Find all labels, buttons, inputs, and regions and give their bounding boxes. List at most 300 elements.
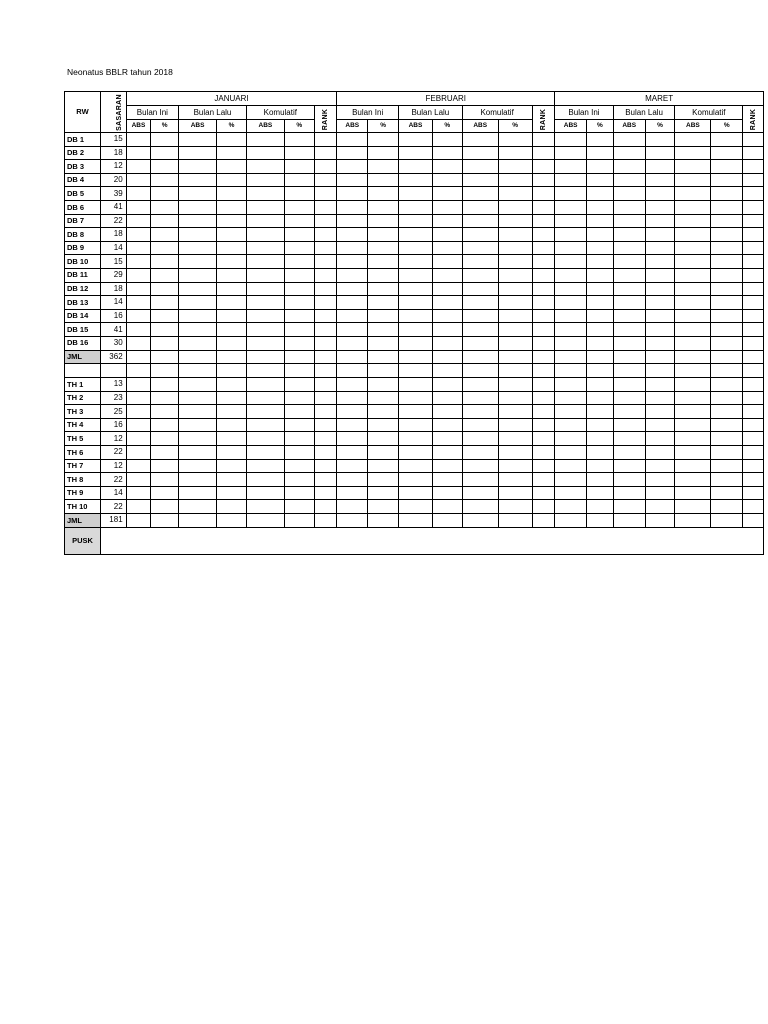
data-cell[interactable] <box>675 473 711 487</box>
data-cell[interactable] <box>613 432 645 446</box>
data-cell[interactable] <box>675 296 711 310</box>
data-cell[interactable] <box>432 187 462 201</box>
data-cell[interactable] <box>284 486 314 500</box>
data-cell[interactable] <box>498 214 532 228</box>
data-cell[interactable] <box>432 146 462 160</box>
data-cell[interactable] <box>743 296 764 310</box>
data-cell[interactable] <box>613 336 645 350</box>
sasaran-cell[interactable]: 39 <box>100 187 126 201</box>
rw-cell[interactable]: TH 5 <box>65 432 101 446</box>
data-cell[interactable] <box>179 473 217 487</box>
rw-cell[interactable]: TH 10 <box>65 500 101 514</box>
data-cell[interactable] <box>555 200 587 214</box>
data-cell[interactable] <box>179 500 217 514</box>
data-cell[interactable] <box>743 133 764 147</box>
sasaran-cell[interactable]: 14 <box>100 296 126 310</box>
data-cell[interactable] <box>399 473 433 487</box>
data-cell[interactable] <box>399 405 433 419</box>
data-cell[interactable] <box>675 336 711 350</box>
data-cell[interactable] <box>743 459 764 473</box>
data-cell[interactable] <box>126 336 151 350</box>
data-cell[interactable] <box>587 473 614 487</box>
data-cell[interactable] <box>284 282 314 296</box>
sasaran-cell[interactable]: 20 <box>100 173 126 187</box>
data-cell[interactable] <box>743 486 764 500</box>
data-cell[interactable] <box>217 446 247 460</box>
data-cell[interactable] <box>284 514 314 528</box>
data-cell[interactable] <box>284 432 314 446</box>
data-cell[interactable] <box>314 268 337 282</box>
data-cell[interactable] <box>399 418 433 432</box>
data-cell[interactable] <box>179 432 217 446</box>
data-cell[interactable] <box>432 514 462 528</box>
data-cell[interactable] <box>711 200 743 214</box>
data-cell[interactable] <box>498 418 532 432</box>
data-cell[interactable] <box>399 146 433 160</box>
data-cell[interactable] <box>613 514 645 528</box>
data-cell[interactable] <box>284 336 314 350</box>
data-cell[interactable] <box>151 446 179 460</box>
data-cell[interactable] <box>368 296 399 310</box>
data-cell[interactable] <box>399 323 433 337</box>
data-cell[interactable] <box>179 296 217 310</box>
data-cell[interactable] <box>675 459 711 473</box>
data-cell[interactable] <box>645 228 675 242</box>
data-cell[interactable] <box>462 418 498 432</box>
empty-cell[interactable] <box>100 364 126 378</box>
data-cell[interactable] <box>368 378 399 392</box>
data-cell[interactable] <box>151 255 179 269</box>
data-cell[interactable] <box>498 241 532 255</box>
data-cell[interactable] <box>587 432 614 446</box>
data-cell[interactable] <box>645 296 675 310</box>
data-cell[interactable] <box>711 228 743 242</box>
data-cell[interactable] <box>613 323 645 337</box>
data-cell[interactable] <box>337 405 368 419</box>
data-cell[interactable] <box>555 500 587 514</box>
data-cell[interactable] <box>462 268 498 282</box>
sasaran-cell[interactable]: 25 <box>100 405 126 419</box>
data-cell[interactable] <box>498 282 532 296</box>
data-cell[interactable] <box>217 255 247 269</box>
data-cell[interactable] <box>284 200 314 214</box>
data-cell[interactable] <box>743 378 764 392</box>
data-cell[interactable] <box>532 309 555 323</box>
data-cell[interactable] <box>399 309 433 323</box>
data-cell[interactable] <box>587 378 614 392</box>
data-cell[interactable] <box>368 133 399 147</box>
data-cell[interactable] <box>337 214 368 228</box>
data-cell[interactable] <box>151 146 179 160</box>
rw-cell[interactable]: DB 12 <box>65 282 101 296</box>
data-cell[interactable] <box>613 309 645 323</box>
data-cell[interactable] <box>179 446 217 460</box>
data-cell[interactable] <box>314 200 337 214</box>
data-cell[interactable] <box>532 486 555 500</box>
empty-cell[interactable] <box>368 364 399 378</box>
data-cell[interactable] <box>743 432 764 446</box>
data-cell[interactable] <box>217 187 247 201</box>
data-cell[interactable] <box>532 255 555 269</box>
data-cell[interactable] <box>462 214 498 228</box>
data-cell[interactable] <box>368 391 399 405</box>
pusk-label[interactable]: PUSK <box>65 527 101 554</box>
data-cell[interactable] <box>743 146 764 160</box>
data-cell[interactable] <box>743 268 764 282</box>
data-cell[interactable] <box>711 133 743 147</box>
empty-cell[interactable] <box>337 364 368 378</box>
data-cell[interactable] <box>675 486 711 500</box>
data-cell[interactable] <box>613 241 645 255</box>
data-cell[interactable] <box>368 255 399 269</box>
data-cell[interactable] <box>368 459 399 473</box>
data-cell[interactable] <box>532 160 555 174</box>
data-cell[interactable] <box>532 378 555 392</box>
data-cell[interactable] <box>462 473 498 487</box>
data-cell[interactable] <box>151 405 179 419</box>
data-cell[interactable] <box>217 214 247 228</box>
data-cell[interactable] <box>711 514 743 528</box>
data-cell[interactable] <box>711 255 743 269</box>
data-cell[interactable] <box>217 418 247 432</box>
data-cell[interactable] <box>314 500 337 514</box>
data-cell[interactable] <box>711 282 743 296</box>
data-cell[interactable] <box>217 309 247 323</box>
data-cell[interactable] <box>179 228 217 242</box>
data-cell[interactable] <box>217 486 247 500</box>
data-cell[interactable] <box>179 459 217 473</box>
data-cell[interactable] <box>711 146 743 160</box>
rw-cell[interactable]: TH 7 <box>65 459 101 473</box>
data-cell[interactable] <box>645 500 675 514</box>
data-cell[interactable] <box>284 255 314 269</box>
data-cell[interactable] <box>314 255 337 269</box>
data-cell[interactable] <box>399 432 433 446</box>
data-cell[interactable] <box>337 228 368 242</box>
data-cell[interactable] <box>462 187 498 201</box>
data-cell[interactable] <box>368 282 399 296</box>
data-cell[interactable] <box>314 173 337 187</box>
data-cell[interactable] <box>126 323 151 337</box>
rw-cell[interactable]: DB 13 <box>65 296 101 310</box>
data-cell[interactable] <box>498 473 532 487</box>
sasaran-cell[interactable]: 18 <box>100 146 126 160</box>
data-cell[interactable] <box>179 418 217 432</box>
data-cell[interactable] <box>314 378 337 392</box>
data-cell[interactable] <box>246 473 284 487</box>
sasaran-cell[interactable]: 29 <box>100 268 126 282</box>
data-cell[interactable] <box>314 446 337 460</box>
data-cell[interactable] <box>613 405 645 419</box>
data-cell[interactable] <box>432 255 462 269</box>
data-cell[interactable] <box>432 405 462 419</box>
data-cell[interactable] <box>743 160 764 174</box>
data-cell[interactable] <box>498 432 532 446</box>
data-cell[interactable] <box>587 500 614 514</box>
data-cell[interactable] <box>743 350 764 364</box>
sasaran-cell[interactable]: 22 <box>100 500 126 514</box>
sasaran-cell[interactable]: 22 <box>100 473 126 487</box>
data-cell[interactable] <box>314 350 337 364</box>
data-cell[interactable] <box>645 133 675 147</box>
empty-cell[interactable] <box>179 364 217 378</box>
data-cell[interactable] <box>432 432 462 446</box>
data-cell[interactable] <box>284 241 314 255</box>
data-cell[interactable] <box>532 418 555 432</box>
data-cell[interactable] <box>284 214 314 228</box>
data-cell[interactable] <box>368 146 399 160</box>
data-cell[interactable] <box>675 350 711 364</box>
data-cell[interactable] <box>179 160 217 174</box>
data-cell[interactable] <box>246 241 284 255</box>
data-cell[interactable] <box>151 432 179 446</box>
data-cell[interactable] <box>498 486 532 500</box>
data-cell[interactable] <box>217 200 247 214</box>
data-cell[interactable] <box>587 268 614 282</box>
data-cell[interactable] <box>613 296 645 310</box>
data-cell[interactable] <box>498 391 532 405</box>
data-cell[interactable] <box>675 133 711 147</box>
data-cell[interactable] <box>462 146 498 160</box>
data-cell[interactable] <box>675 432 711 446</box>
data-cell[interactable] <box>337 446 368 460</box>
data-cell[interactable] <box>217 459 247 473</box>
data-cell[interactable] <box>432 473 462 487</box>
data-cell[interactable] <box>555 268 587 282</box>
data-cell[interactable] <box>498 228 532 242</box>
data-cell[interactable] <box>587 486 614 500</box>
rw-cell[interactable]: DB 5 <box>65 187 101 201</box>
rw-cell[interactable]: DB 8 <box>65 228 101 242</box>
data-cell[interactable] <box>151 323 179 337</box>
data-cell[interactable] <box>711 241 743 255</box>
data-cell[interactable] <box>246 418 284 432</box>
data-cell[interactable] <box>645 459 675 473</box>
data-cell[interactable] <box>711 214 743 228</box>
data-cell[interactable] <box>179 133 217 147</box>
data-cell[interactable] <box>462 514 498 528</box>
data-cell[interactable] <box>743 187 764 201</box>
data-cell[interactable] <box>675 173 711 187</box>
data-cell[interactable] <box>432 173 462 187</box>
data-cell[interactable] <box>532 336 555 350</box>
data-cell[interactable] <box>126 473 151 487</box>
data-cell[interactable] <box>246 214 284 228</box>
data-cell[interactable] <box>246 133 284 147</box>
data-cell[interactable] <box>314 241 337 255</box>
data-cell[interactable] <box>151 514 179 528</box>
data-cell[interactable] <box>337 187 368 201</box>
data-cell[interactable] <box>613 391 645 405</box>
data-cell[interactable] <box>179 241 217 255</box>
data-cell[interactable] <box>613 228 645 242</box>
data-cell[interactable] <box>432 200 462 214</box>
data-cell[interactable] <box>217 514 247 528</box>
data-cell[interactable] <box>151 296 179 310</box>
data-cell[interactable] <box>645 200 675 214</box>
data-cell[interactable] <box>498 133 532 147</box>
data-cell[interactable] <box>675 268 711 282</box>
data-cell[interactable] <box>284 309 314 323</box>
rw-cell[interactable]: TH 4 <box>65 418 101 432</box>
data-cell[interactable] <box>368 473 399 487</box>
data-cell[interactable] <box>498 296 532 310</box>
empty-cell[interactable] <box>555 364 587 378</box>
data-cell[interactable] <box>645 268 675 282</box>
data-cell[interactable] <box>217 282 247 296</box>
rw-cell[interactable]: TH 6 <box>65 446 101 460</box>
data-cell[interactable] <box>711 459 743 473</box>
data-cell[interactable] <box>284 391 314 405</box>
data-cell[interactable] <box>337 418 368 432</box>
data-cell[interactable] <box>645 350 675 364</box>
data-cell[interactable] <box>532 173 555 187</box>
data-cell[interactable] <box>151 173 179 187</box>
data-cell[interactable] <box>179 268 217 282</box>
data-cell[interactable] <box>151 459 179 473</box>
data-cell[interactable] <box>126 459 151 473</box>
data-cell[interactable] <box>217 473 247 487</box>
data-cell[interactable] <box>587 282 614 296</box>
data-cell[interactable] <box>645 146 675 160</box>
data-cell[interactable] <box>368 200 399 214</box>
data-cell[interactable] <box>151 282 179 296</box>
data-cell[interactable] <box>368 350 399 364</box>
data-cell[interactable] <box>284 296 314 310</box>
sasaran-cell[interactable]: 23 <box>100 391 126 405</box>
data-cell[interactable] <box>462 378 498 392</box>
data-cell[interactable] <box>151 133 179 147</box>
data-cell[interactable] <box>743 228 764 242</box>
data-cell[interactable] <box>675 282 711 296</box>
data-cell[interactable] <box>246 432 284 446</box>
data-cell[interactable] <box>399 241 433 255</box>
data-cell[interactable] <box>587 323 614 337</box>
data-cell[interactable] <box>217 228 247 242</box>
data-cell[interactable] <box>126 432 151 446</box>
data-cell[interactable] <box>179 378 217 392</box>
data-cell[interactable] <box>743 214 764 228</box>
data-cell[interactable] <box>151 160 179 174</box>
data-cell[interactable] <box>498 446 532 460</box>
data-cell[interactable] <box>587 459 614 473</box>
data-cell[interactable] <box>555 323 587 337</box>
sasaran-cell[interactable]: 15 <box>100 133 126 147</box>
data-cell[interactable] <box>675 309 711 323</box>
data-cell[interactable] <box>645 187 675 201</box>
data-cell[interactable] <box>217 296 247 310</box>
data-cell[interactable] <box>711 446 743 460</box>
data-cell[interactable] <box>246 500 284 514</box>
data-cell[interactable] <box>462 446 498 460</box>
data-cell[interactable] <box>217 336 247 350</box>
data-cell[interactable] <box>462 160 498 174</box>
sasaran-cell[interactable]: 41 <box>100 323 126 337</box>
data-cell[interactable] <box>399 255 433 269</box>
data-cell[interactable] <box>645 309 675 323</box>
data-cell[interactable] <box>645 378 675 392</box>
data-cell[interactable] <box>743 309 764 323</box>
data-cell[interactable] <box>613 446 645 460</box>
data-cell[interactable] <box>126 133 151 147</box>
data-cell[interactable] <box>399 378 433 392</box>
sasaran-cell[interactable]: 18 <box>100 282 126 296</box>
data-cell[interactable] <box>432 446 462 460</box>
empty-cell[interactable] <box>711 364 743 378</box>
data-cell[interactable] <box>498 187 532 201</box>
data-cell[interactable] <box>432 391 462 405</box>
data-cell[interactable] <box>126 241 151 255</box>
data-cell[interactable] <box>337 459 368 473</box>
data-cell[interactable] <box>126 296 151 310</box>
data-cell[interactable] <box>555 391 587 405</box>
data-cell[interactable] <box>314 473 337 487</box>
data-cell[interactable] <box>613 473 645 487</box>
sasaran-cell[interactable]: 22 <box>100 214 126 228</box>
data-cell[interactable] <box>555 296 587 310</box>
rw-cell[interactable]: DB 15 <box>65 323 101 337</box>
rw-cell[interactable]: JML <box>65 350 101 364</box>
data-cell[interactable] <box>151 214 179 228</box>
data-cell[interactable] <box>462 255 498 269</box>
data-cell[interactable] <box>555 173 587 187</box>
data-cell[interactable] <box>432 296 462 310</box>
sasaran-cell[interactable]: 13 <box>100 378 126 392</box>
data-cell[interactable] <box>217 500 247 514</box>
data-cell[interactable] <box>399 214 433 228</box>
rw-cell[interactable]: DB 14 <box>65 309 101 323</box>
data-cell[interactable] <box>217 241 247 255</box>
sasaran-cell[interactable]: 14 <box>100 486 126 500</box>
data-cell[interactable] <box>498 173 532 187</box>
data-cell[interactable] <box>645 432 675 446</box>
data-cell[interactable] <box>675 187 711 201</box>
data-cell[interactable] <box>532 296 555 310</box>
data-cell[interactable] <box>284 160 314 174</box>
data-cell[interactable] <box>432 336 462 350</box>
data-cell[interactable] <box>555 486 587 500</box>
empty-cell[interactable] <box>462 364 498 378</box>
data-cell[interactable] <box>432 160 462 174</box>
data-cell[interactable] <box>284 473 314 487</box>
data-cell[interactable] <box>532 282 555 296</box>
data-cell[interactable] <box>126 146 151 160</box>
data-cell[interactable] <box>399 173 433 187</box>
data-cell[interactable] <box>368 486 399 500</box>
rw-cell[interactable]: TH 8 <box>65 473 101 487</box>
data-cell[interactable] <box>217 146 247 160</box>
rw-cell[interactable]: DB 1 <box>65 133 101 147</box>
rw-cell[interactable]: DB 11 <box>65 268 101 282</box>
data-cell[interactable] <box>284 146 314 160</box>
data-cell[interactable] <box>532 323 555 337</box>
data-cell[interactable] <box>284 459 314 473</box>
data-cell[interactable] <box>555 405 587 419</box>
data-cell[interactable] <box>314 296 337 310</box>
data-cell[interactable] <box>314 309 337 323</box>
data-cell[interactable] <box>587 200 614 214</box>
data-cell[interactable] <box>246 459 284 473</box>
data-cell[interactable] <box>555 350 587 364</box>
empty-cell[interactable] <box>743 364 764 378</box>
data-cell[interactable] <box>314 418 337 432</box>
data-cell[interactable] <box>368 336 399 350</box>
data-cell[interactable] <box>462 173 498 187</box>
data-cell[interactable] <box>675 405 711 419</box>
data-cell[interactable] <box>151 486 179 500</box>
data-cell[interactable] <box>675 323 711 337</box>
empty-cell[interactable] <box>675 364 711 378</box>
